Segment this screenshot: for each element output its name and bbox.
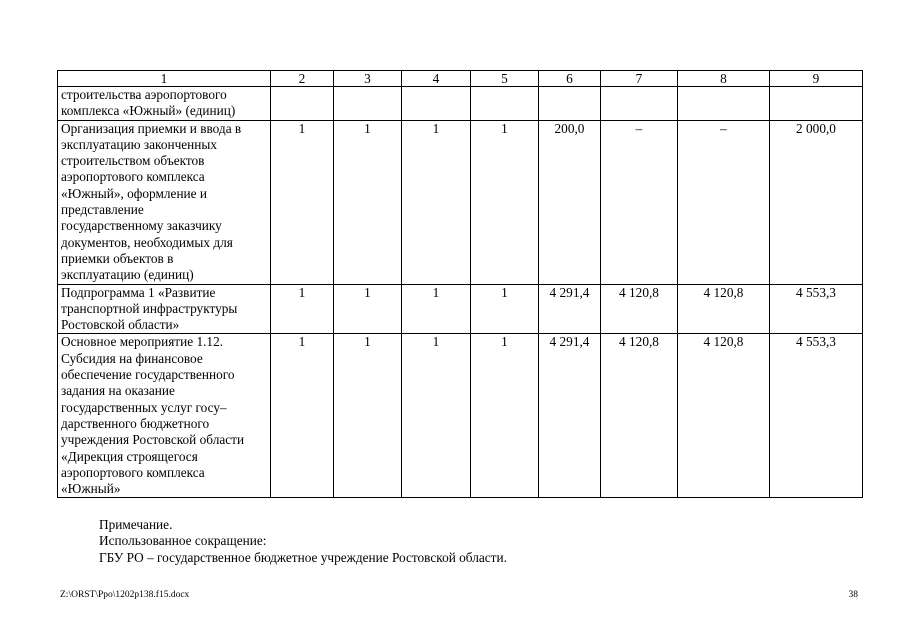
table-row	[58, 284, 863, 334]
value-cell: 1	[402, 284, 471, 334]
table-row	[58, 120, 863, 284]
table-row	[58, 87, 863, 121]
value-cell	[271, 87, 334, 121]
row-name-line: обеспечение государственного	[61, 367, 235, 383]
value-cell: 4 553,3	[770, 334, 863, 498]
value-cell	[770, 87, 863, 121]
column-header: 7	[601, 71, 678, 87]
row-name-line: Основное мероприятие 1.12.	[61, 334, 224, 350]
row-name-line: транспортной инфраструктуры	[61, 300, 238, 316]
row-name-line: дарственного бюджетного	[61, 415, 210, 431]
table-body	[58, 71, 863, 498]
row-name-cell	[58, 120, 271, 284]
note-abbreviation: ГБУ РО – государственное бюджетное учреждение Ростовской области.	[99, 549, 507, 565]
row-name-line: Субсидия на финансовое	[61, 350, 203, 366]
row-name-line: аэропортового комплекса	[61, 169, 205, 185]
row-name-cell	[58, 284, 271, 334]
row-name-line: представление	[61, 202, 144, 218]
note-subtitle: Использованное сокращение:	[99, 533, 267, 549]
note-title: Примечание.	[99, 517, 173, 532]
row-name-line: «Дирекция строящегося	[61, 448, 198, 464]
value-cell: 4 553,3	[770, 284, 863, 334]
value-cell: 4 291,4	[539, 284, 601, 334]
table-header-row	[58, 71, 863, 87]
row-name-line: Подпрограмма 1 «Развитие	[61, 284, 216, 300]
value-cell: 1	[271, 120, 334, 284]
value-cell: 1	[271, 334, 334, 498]
value-cell: 1	[471, 284, 539, 334]
column-header: 8	[678, 71, 770, 87]
row-name-line: комплекса «Южный» (единиц)	[61, 103, 236, 119]
row-name-line: «Южный», оформление и	[61, 185, 208, 201]
footer-file-path: Z:\ORST\Ppo\1202p138.f15.docx	[60, 590, 190, 600]
row-name-cell	[58, 87, 271, 121]
row-name-line: документов, необходимых для	[61, 234, 233, 250]
row-name-line: приемки объектов в	[61, 250, 174, 266]
value-cell: 1	[334, 284, 402, 334]
note-block	[99, 517, 507, 566]
value-cell: 1	[271, 284, 334, 334]
value-cell: 1	[334, 120, 402, 284]
column-header: 3	[334, 71, 402, 87]
value-cell	[601, 87, 678, 121]
row-name-line: «Южный»	[61, 481, 121, 497]
column-header: 6	[539, 71, 601, 87]
value-cell: 4 120,8	[678, 334, 770, 498]
value-cell: 1	[402, 334, 471, 498]
row-name-line: Ростовской области»	[61, 317, 180, 333]
row-name-line: государственному заказчику	[61, 218, 222, 234]
value-cell: 1	[334, 334, 402, 498]
value-cell: –	[678, 120, 770, 284]
value-cell: 200,0	[539, 120, 601, 284]
row-name-line: строительства аэропортового	[61, 87, 227, 102]
value-cell: 4 120,8	[601, 284, 678, 334]
row-name-line: государственных услуг госу–	[61, 399, 227, 415]
column-header: 2	[271, 71, 334, 87]
value-cell: 1	[471, 334, 539, 498]
row-name-cell	[58, 334, 271, 498]
row-name-line: эксплуатацию (единиц)	[61, 267, 194, 283]
value-cell: 4 120,8	[678, 284, 770, 334]
row-name-line: эксплуатацию законченных	[61, 136, 217, 152]
row-name-line: аэропортового комплекса	[61, 464, 205, 480]
value-cell: –	[601, 120, 678, 284]
value-cell: 4 291,4	[539, 334, 601, 498]
value-cell: 4 120,8	[601, 334, 678, 498]
value-cell: 1	[402, 120, 471, 284]
footer-page-number: 38	[848, 590, 858, 600]
column-header: 9	[770, 71, 863, 87]
value-cell	[471, 87, 539, 121]
value-cell	[539, 87, 601, 121]
value-cell	[678, 87, 770, 121]
data-table	[57, 70, 863, 498]
column-header: 4	[402, 71, 471, 87]
row-name-line: строительством объектов	[61, 153, 205, 169]
row-name-line: Организация приемки и ввода в	[61, 120, 242, 136]
value-cell	[334, 87, 402, 121]
value-cell: 1	[471, 120, 539, 284]
row-name-line: учреждения Ростовской области	[61, 432, 245, 448]
value-cell: 2 000,0	[770, 120, 863, 284]
row-name-line: задания на оказание	[61, 383, 175, 399]
column-header: 5	[471, 71, 539, 87]
column-header: 1	[58, 71, 271, 87]
value-cell	[402, 87, 471, 121]
table-row	[58, 334, 863, 498]
